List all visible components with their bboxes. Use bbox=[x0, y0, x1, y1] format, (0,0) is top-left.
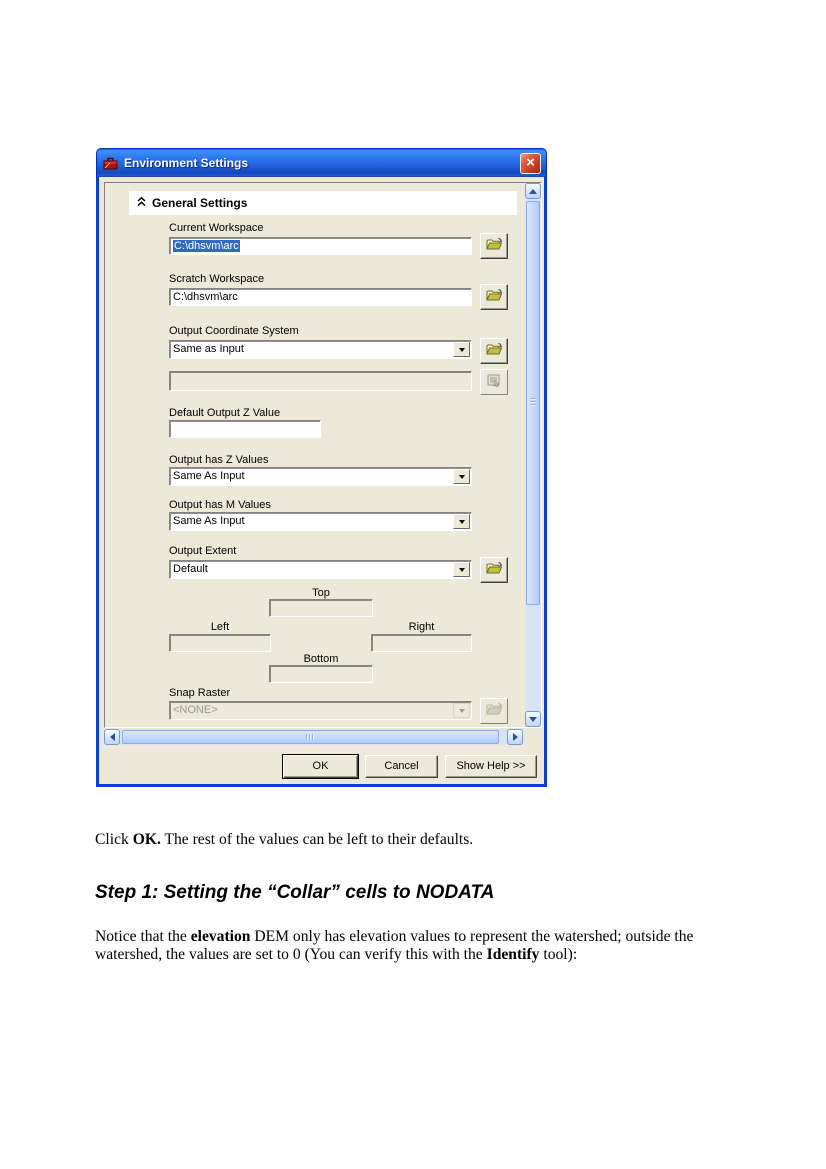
browse-current-workspace-button[interactable] bbox=[480, 233, 508, 259]
open-folder-icon bbox=[486, 702, 503, 721]
vertical-scrollbar-thumb[interactable] bbox=[526, 201, 540, 605]
extent-bottom-input bbox=[269, 665, 373, 683]
notice-paragraph: Notice that the elevation DEM only has elevation values to represent the watershed; outside the watershed, the values are set to 0 (You can verify this with the Identify tool): bbox=[95, 927, 694, 963]
instruction-paragraph: Click OK. The rest of the values can be left to their defaults. bbox=[95, 830, 474, 848]
selected-option: Same As Input bbox=[173, 470, 245, 482]
output-extent-label: Output Extent bbox=[169, 545, 237, 557]
section-title: General Settings bbox=[152, 196, 248, 210]
chevron-down-icon bbox=[453, 703, 470, 718]
browse-scratch-workspace-button[interactable] bbox=[480, 284, 508, 310]
browse-snap-raster-button bbox=[480, 698, 508, 724]
general-settings-section-header[interactable] bbox=[129, 191, 517, 215]
scroll-right-icon[interactable] bbox=[507, 729, 523, 745]
collapse-chevron-icon bbox=[137, 196, 146, 210]
extent-bottom-label: Bottom bbox=[303, 653, 339, 665]
default-output-z-value-input[interactable] bbox=[169, 420, 321, 438]
chevron-down-icon[interactable] bbox=[453, 562, 470, 577]
output-has-z-values-select[interactable] bbox=[169, 467, 472, 486]
extent-top-input bbox=[269, 599, 373, 617]
extent-right-input bbox=[371, 634, 472, 652]
selected-option: Same As Input bbox=[173, 515, 245, 527]
selected-option: Same as Input bbox=[173, 343, 244, 355]
default-output-z-value-label: Default Output Z Value bbox=[169, 407, 281, 419]
output-has-m-values-select[interactable] bbox=[169, 512, 472, 531]
scratch-workspace-label: Scratch Workspace bbox=[169, 273, 265, 285]
close-icon[interactable]: × bbox=[520, 153, 541, 174]
snap-raster-label: Snap Raster bbox=[169, 687, 231, 699]
open-folder-icon bbox=[486, 561, 503, 580]
coordinate-system-detail-field bbox=[169, 371, 472, 391]
output-extent-select[interactable] bbox=[169, 560, 472, 579]
current-workspace-input[interactable] bbox=[169, 237, 472, 255]
current-workspace-label: Current Workspace bbox=[169, 222, 264, 234]
selected-text: C:\dhsvm\arc bbox=[174, 240, 239, 252]
open-folder-icon bbox=[486, 288, 503, 307]
scroll-up-icon[interactable] bbox=[525, 183, 541, 199]
horizontal-scrollbar[interactable] bbox=[104, 729, 523, 745]
properties-icon bbox=[486, 373, 502, 392]
horizontal-scrollbar-thumb[interactable] bbox=[122, 730, 499, 744]
snap-raster-select bbox=[169, 701, 472, 720]
arctoolbox-icon bbox=[102, 155, 119, 171]
window-title: Environment Settings bbox=[124, 156, 249, 170]
extent-left-label: Left bbox=[210, 621, 230, 633]
step-1-heading: Step 1: Setting the “Collar” cells to NODATA bbox=[95, 881, 495, 903]
selected-option: <NONE> bbox=[173, 704, 218, 716]
chevron-down-icon[interactable] bbox=[453, 342, 470, 357]
window-titlebar[interactable] bbox=[96, 148, 547, 177]
open-folder-icon bbox=[486, 237, 503, 256]
vertical-scrollbar[interactable] bbox=[525, 183, 541, 727]
coordinate-system-properties-button bbox=[480, 369, 508, 395]
scroll-left-icon[interactable] bbox=[104, 729, 120, 745]
open-folder-icon bbox=[486, 342, 503, 361]
ok-button[interactable]: OK bbox=[283, 755, 358, 778]
output-coordinate-system-label: Output Coordinate System bbox=[169, 325, 299, 337]
extent-top-label: Top bbox=[312, 587, 330, 599]
chevron-down-icon[interactable] bbox=[453, 514, 470, 529]
chevron-down-icon[interactable] bbox=[453, 469, 470, 484]
browse-coordinate-system-button[interactable] bbox=[480, 338, 508, 364]
settings-scroll-panel bbox=[104, 182, 542, 728]
scroll-down-icon[interactable] bbox=[525, 711, 541, 727]
selected-option: Default bbox=[173, 563, 208, 575]
output-has-m-values-label: Output has M Values bbox=[169, 499, 271, 511]
dialog-client-area bbox=[96, 177, 547, 787]
extent-right-label: Right bbox=[408, 621, 435, 633]
show-help-button[interactable]: Show Help >> bbox=[445, 755, 537, 778]
output-has-z-values-label: Output has Z Values bbox=[169, 454, 269, 466]
output-coordinate-system-select[interactable] bbox=[169, 340, 472, 359]
cancel-button[interactable]: Cancel bbox=[365, 755, 438, 778]
extent-left-input bbox=[169, 634, 271, 652]
environment-settings-window bbox=[96, 148, 547, 787]
scratch-workspace-input[interactable]: C:\dhsvm\arc bbox=[169, 288, 472, 306]
browse-output-extent-button[interactable] bbox=[480, 557, 508, 583]
